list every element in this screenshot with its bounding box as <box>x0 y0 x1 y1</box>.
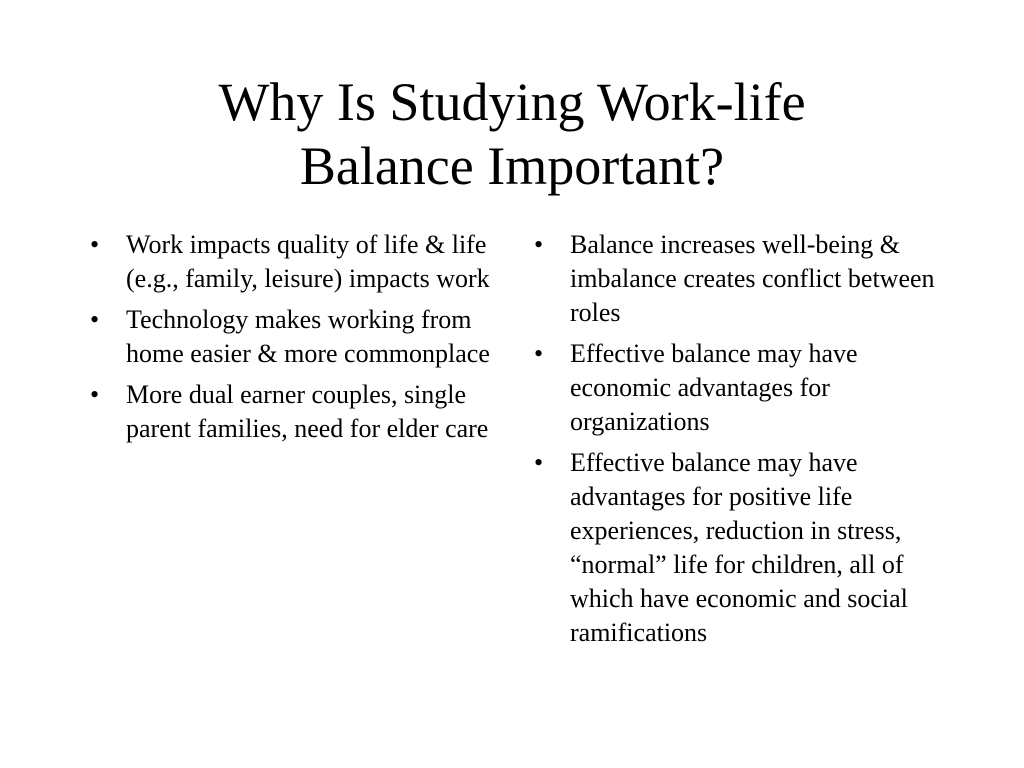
bullet-text: Balance increases well-being & imbalance creates conflict between roles <box>570 230 935 327</box>
bullet-dot-icon: • <box>534 230 544 259</box>
bullet-item <box>90 228 490 296</box>
slide-title-line-1: Why Is Studying Work-life <box>218 72 806 132</box>
left-bullet-list <box>90 228 490 453</box>
bullet-dot-icon: • <box>90 230 100 259</box>
bullet-item <box>534 228 944 330</box>
bullet-item <box>534 446 944 650</box>
bullet-item <box>90 303 490 371</box>
right-bullet-list <box>534 228 944 657</box>
bullet-text: Work impacts quality of life & life (e.g., family, leisure) impacts work <box>126 230 490 293</box>
slide-title <box>0 70 1024 198</box>
bullet-dot-icon: • <box>534 448 544 477</box>
slide-title-line-2: Balance Important? <box>299 136 725 196</box>
bullet-item <box>90 378 490 446</box>
bullet-dot-icon: • <box>90 305 100 334</box>
bullet-dot-icon: • <box>90 380 100 409</box>
bullet-text: Effective balance may have advantages for positive life experiences, reduction in stress, “normal” life for children, all of which have economic and social ramifications <box>570 448 908 647</box>
bullet-text: Technology makes working from home easier & more commonplace <box>126 305 490 368</box>
bullet-text: Effective balance may have economic advantages for organizations <box>570 339 858 436</box>
bullet-text: More dual earner couples, single parent families, need for elder care <box>126 380 489 443</box>
bullet-item <box>534 337 944 439</box>
bullet-dot-icon: • <box>534 339 544 368</box>
